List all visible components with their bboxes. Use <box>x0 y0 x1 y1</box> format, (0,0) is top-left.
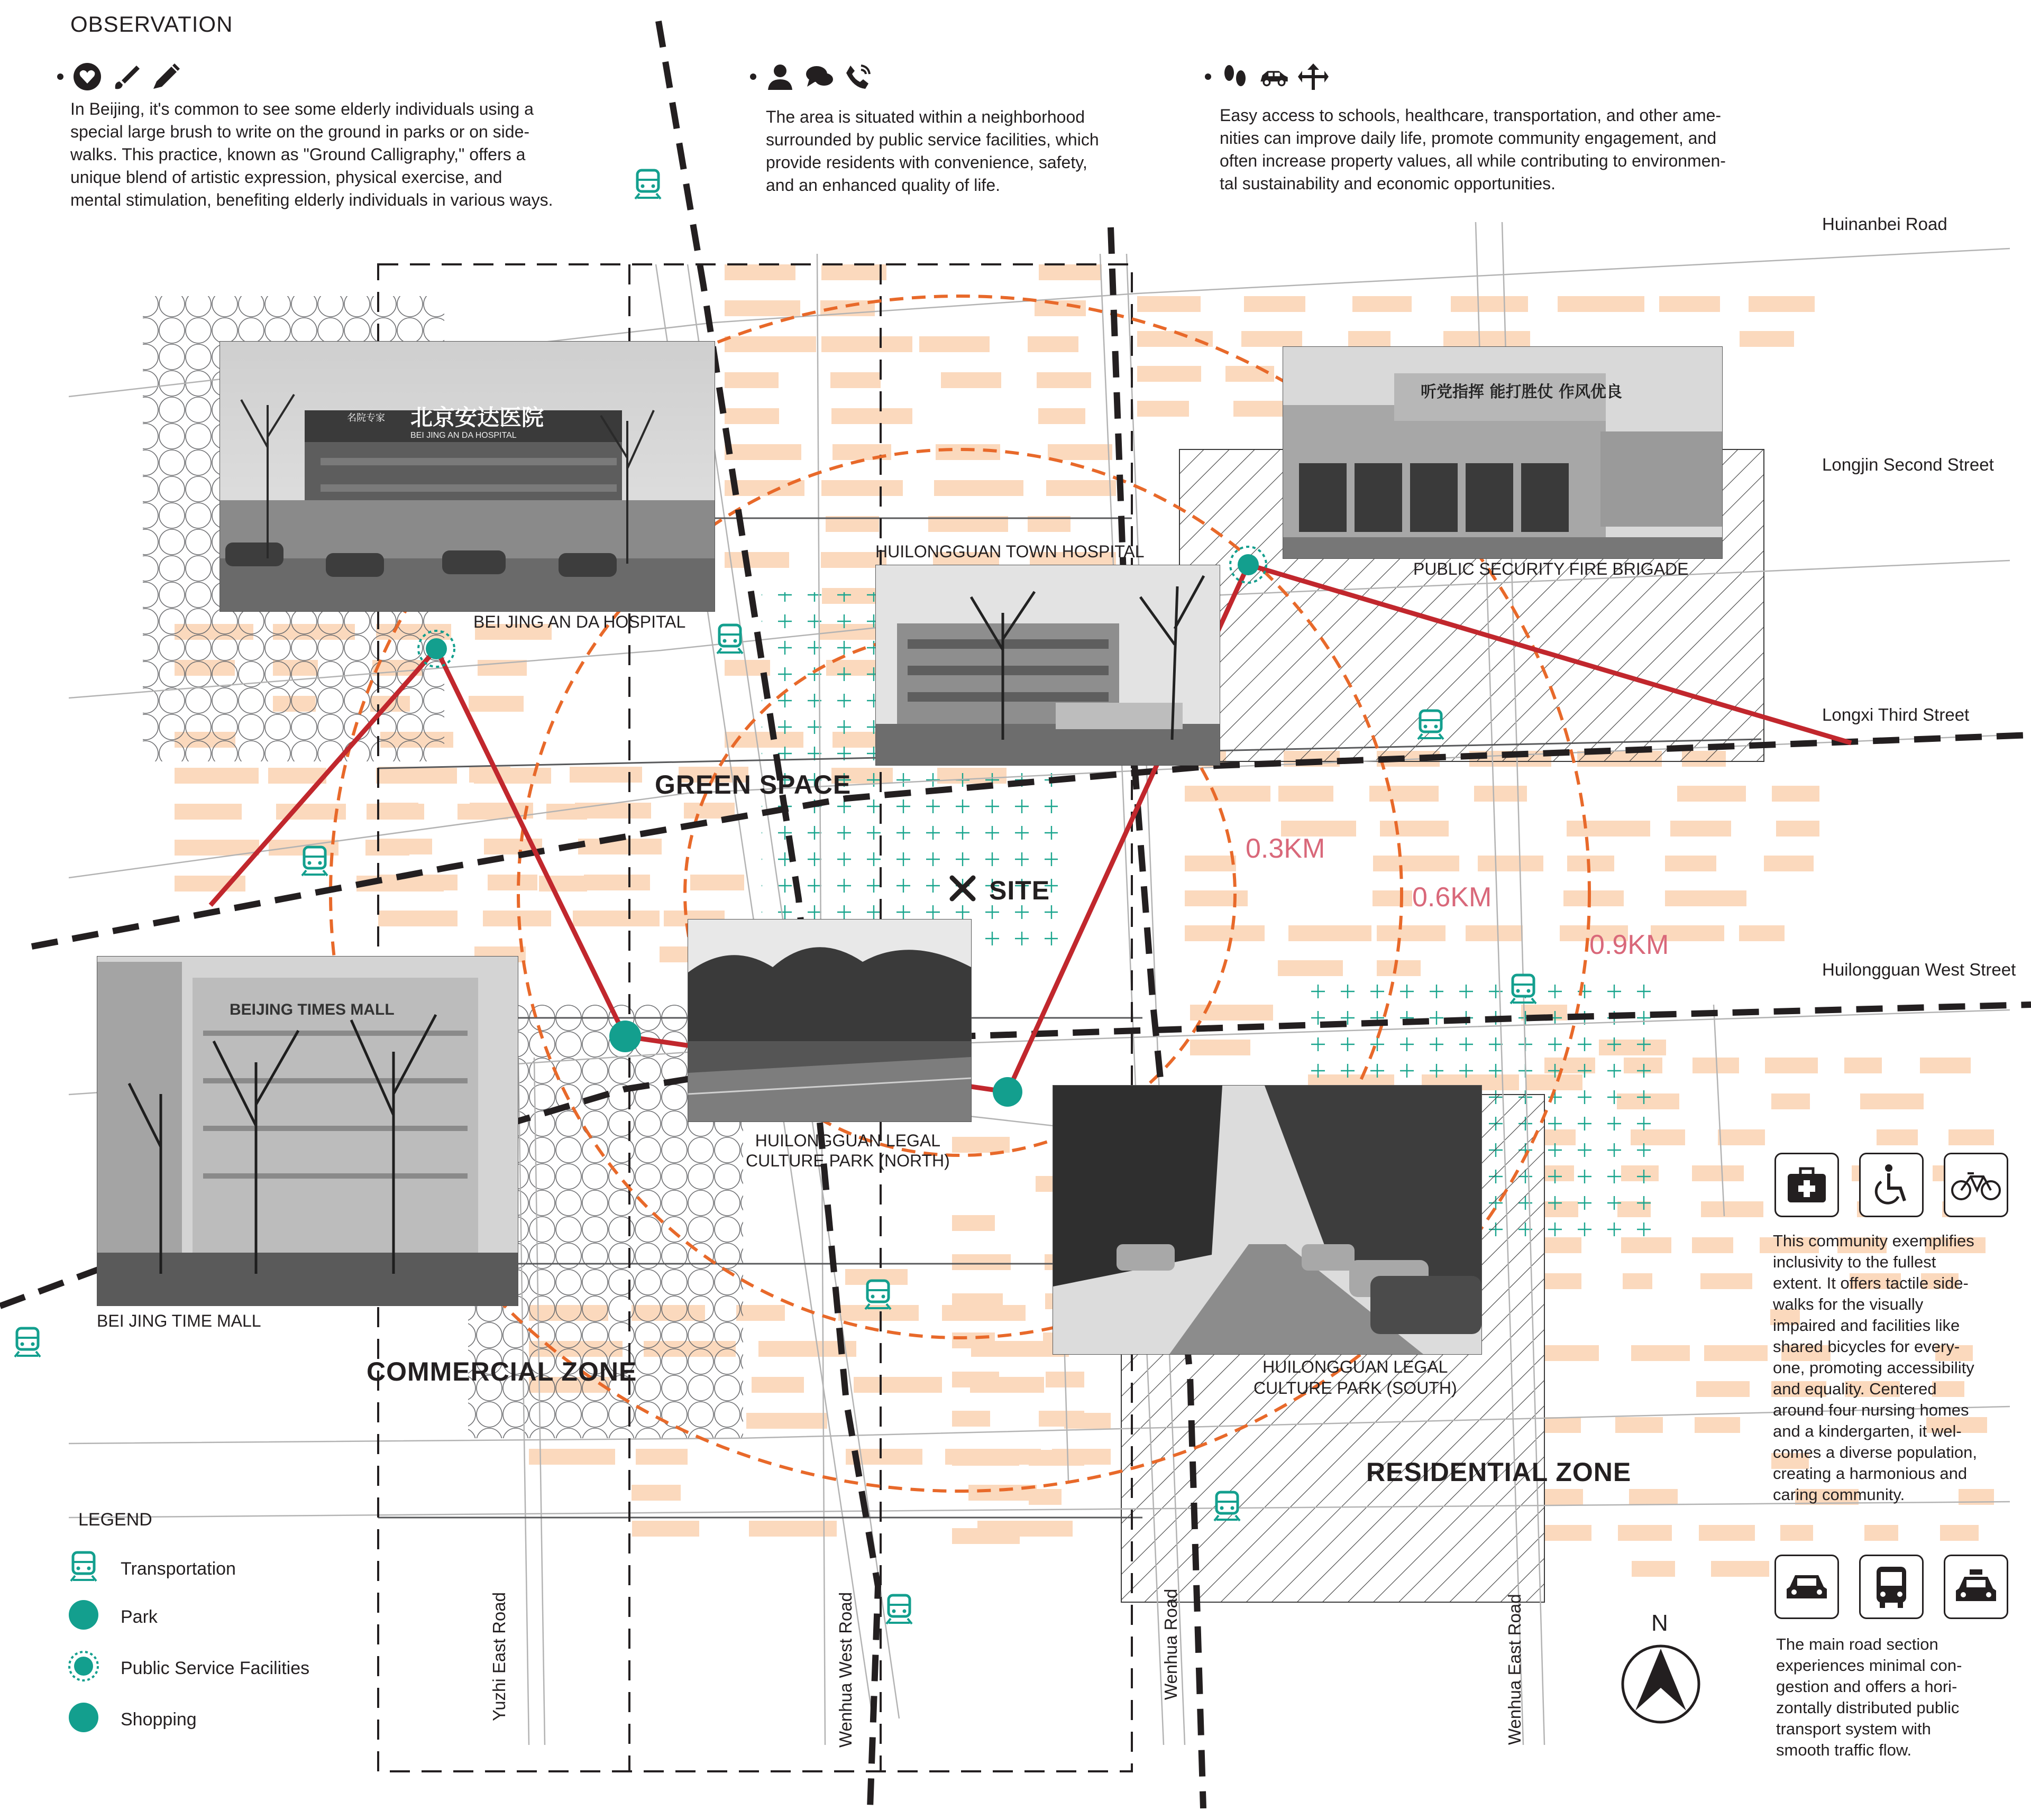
brush-icon <box>111 62 142 91</box>
building-footprint <box>1185 786 1270 802</box>
building-footprint <box>469 767 510 783</box>
building-footprint <box>378 767 441 783</box>
building-footprint <box>725 264 795 280</box>
building-footprint <box>1137 366 1201 382</box>
building-footprint <box>1544 1273 1581 1289</box>
public-service-dot-icon <box>68 1650 99 1687</box>
zone-residential: RESIDENTIAL ZONE <box>1366 1457 1632 1487</box>
building-footprint <box>934 480 1023 496</box>
page-title: OBSERVATION <box>70 12 233 36</box>
building-footprint <box>1771 1093 1810 1109</box>
chat-icon <box>804 62 835 91</box>
legend-label: Park <box>121 1607 158 1627</box>
label-park-north <box>746 1130 950 1171</box>
car-icon <box>1259 62 1289 91</box>
legend-transportation <box>68 1550 236 1588</box>
text-line: comes a diverse population, <box>1773 1443 1978 1461</box>
observation-3-text <box>1220 104 1801 195</box>
building-footprint <box>483 911 551 926</box>
legend-title: LEGEND <box>78 1510 152 1530</box>
building-footprint <box>1185 856 1236 871</box>
street-wenhua-east: Wenhua East Road <box>1505 1594 1524 1745</box>
building-footprint <box>952 1411 990 1427</box>
building-footprint <box>725 444 801 460</box>
text-line: around four nursing homes <box>1773 1401 1969 1419</box>
building-footprint <box>378 803 418 819</box>
mall-sign: BEIJING TIMES MALL <box>230 1001 395 1018</box>
building-footprint <box>1718 1129 1765 1145</box>
observation-2-icons <box>750 62 874 91</box>
photo-town-hospital <box>875 565 1220 766</box>
building-footprint <box>952 1372 999 1387</box>
building-footprint <box>952 1137 1010 1153</box>
building-footprint <box>952 1254 1011 1270</box>
building-footprint <box>1629 1489 1678 1505</box>
building-footprint <box>636 1449 688 1465</box>
text-line: HUILONGGUAN LEGAL <box>755 1131 941 1150</box>
wheelchair-icon <box>1859 1153 1924 1217</box>
photo-anda-hospital <box>219 341 715 612</box>
building-footprint <box>1278 960 1343 976</box>
building-footprint <box>1618 1525 1672 1541</box>
route-icon <box>1298 62 1329 91</box>
text-line: experiences minimal con- <box>1776 1656 1962 1675</box>
street-wenhua: Wenhua Road <box>1161 1588 1181 1700</box>
building-footprint <box>573 911 660 926</box>
legend-public-service <box>68 1650 309 1687</box>
building-footprint <box>1695 1417 1740 1433</box>
text-line: unique blend of artistic expression, physical exercise, and <box>70 168 502 187</box>
building-footprint <box>1704 1345 1768 1361</box>
building-footprint <box>1621 1237 1671 1253</box>
text-line: CULTURE PARK (SOUTH) <box>1254 1378 1457 1398</box>
building-footprint <box>952 1450 1019 1466</box>
text-line: mental stimulation, benefiting elderly individuals in various ways. <box>70 190 553 209</box>
building-footprint <box>1443 331 1530 347</box>
text-line: one, promoting accessibility <box>1773 1358 1974 1377</box>
building-footprint <box>725 300 800 316</box>
street-longxi: Longxi Third Street <box>1822 705 1970 724</box>
train-icon <box>717 625 743 654</box>
label-park-south <box>1254 1356 1457 1399</box>
building-footprint <box>1352 296 1412 312</box>
building-footprint <box>1380 821 1449 837</box>
building-footprint <box>1877 1129 1918 1145</box>
building-footprint <box>175 768 259 784</box>
building-footprint <box>952 1293 1003 1309</box>
label-time-mall: BEI JING TIME MALL <box>97 1311 261 1330</box>
text-line: and an enhanced quality of life. <box>766 176 1000 195</box>
building-footprint <box>1377 960 1421 976</box>
text-line: HUILONGGUAN LEGAL <box>1262 1357 1448 1376</box>
pen-icon <box>150 62 181 91</box>
text-line: and equality. Centered <box>1773 1380 1937 1398</box>
text-line: shared bicycles for every- <box>1773 1337 1960 1356</box>
building-footprint <box>1028 336 1078 352</box>
building-footprint <box>752 1377 804 1393</box>
text-line: creating a harmonious and <box>1773 1464 1968 1483</box>
text-line: smooth traffic flow. <box>1776 1741 1912 1759</box>
accessibility-text <box>1773 1230 2016 1505</box>
building-footprint <box>821 480 903 496</box>
text-line: surrounded by public service facilities, which <box>766 130 1099 149</box>
building-footprint <box>1029 1489 1062 1505</box>
building-footprint <box>1478 856 1543 871</box>
building-footprint <box>1764 856 1814 871</box>
train-icon <box>15 1328 40 1357</box>
building-footprint <box>1696 1381 1750 1397</box>
building-footprint <box>1615 1417 1663 1433</box>
text-line: tal sustainability and economic opportunities. <box>1220 174 1556 193</box>
street-longjin: Longjin Second Street <box>1822 455 1994 474</box>
legend-park <box>68 1599 158 1635</box>
building-footprint <box>1241 331 1302 347</box>
north-arrow-icon <box>1623 1646 1699 1722</box>
building-footprint <box>919 336 990 352</box>
building-footprint <box>1677 786 1746 802</box>
text-line: This community exemplifies <box>1773 1231 1974 1250</box>
building-footprint <box>1037 372 1091 388</box>
building-footprint <box>378 911 458 926</box>
text-line: special large brush to write on the ground in parks or on side- <box>70 122 530 141</box>
taxi-icon <box>1944 1555 2008 1619</box>
street-wenhua-west: Wenhua West Road <box>836 1592 855 1748</box>
text-line: often increase property values, all while contributing to environmen- <box>1220 151 1726 170</box>
building-footprint <box>1048 444 1112 460</box>
building-footprint <box>1544 1237 1581 1253</box>
building-footprint <box>1137 296 1201 312</box>
photo-time-mall <box>97 956 518 1306</box>
photo-park-south <box>1053 1085 1482 1355</box>
bullet <box>57 73 63 80</box>
first-aid-icon <box>1774 1153 1839 1217</box>
anda-sign-sub: 名院专家 <box>347 412 385 424</box>
building-footprint <box>1567 856 1614 871</box>
building-footprint <box>725 336 816 352</box>
text-line: gestion and offers a hori- <box>1776 1677 1957 1696</box>
building-footprint <box>378 875 458 890</box>
bus-icon <box>1859 1555 1924 1619</box>
building-footprint <box>1692 1165 1744 1181</box>
legend-shopping <box>68 1702 197 1738</box>
building-footprint <box>831 408 912 424</box>
building-footprint <box>1567 821 1650 837</box>
building-footprint <box>821 336 912 352</box>
street-huinanbei: Huinanbei Road <box>1822 214 1947 234</box>
train-icon <box>302 847 327 876</box>
car-front-icon <box>1774 1555 1839 1619</box>
building-footprint <box>1190 1040 1250 1055</box>
building-footprint <box>575 803 651 819</box>
label-town-hospital: HUILONGGUAN TOWN HOSPITAL <box>875 542 1145 561</box>
building-footprint <box>821 264 886 280</box>
building-footprint <box>1233 401 1289 417</box>
building-footprint <box>1558 296 1644 312</box>
transport-text <box>1776 1634 2019 1761</box>
building-footprint <box>1665 856 1716 871</box>
building-footprint <box>1544 1489 1583 1505</box>
building-footprint <box>952 1215 995 1231</box>
building-footprint <box>378 839 432 854</box>
building-footprint <box>1700 1273 1752 1289</box>
building-footprint <box>1544 1525 1591 1541</box>
bullet <box>1205 73 1211 80</box>
building-footprint <box>1377 925 1446 941</box>
anda-sign: 北京安达医院 <box>410 405 544 430</box>
building-footprint <box>1692 1237 1733 1253</box>
shopping-dot-icon <box>68 1702 99 1738</box>
building-footprint <box>1466 925 1523 941</box>
building-footprint <box>1659 296 1720 312</box>
text-line: zontally distributed public <box>1776 1698 1960 1717</box>
north-label: N <box>1651 1610 1668 1636</box>
building-footprint <box>1665 890 1746 906</box>
building-footprint <box>584 875 650 890</box>
observation-2-text <box>766 106 1200 197</box>
building-footprint <box>952 1332 995 1348</box>
building-footprint <box>488 875 537 890</box>
text-line: The area is situated within a neighborhood <box>766 107 1085 126</box>
building-footprint <box>1948 1129 1994 1145</box>
building-footprint <box>1029 1450 1084 1466</box>
text-line: CULTURE PARK (NORTH) <box>746 1151 950 1170</box>
building-footprint <box>1765 1058 1818 1073</box>
building-footprint <box>1563 890 1624 906</box>
building-footprint <box>1701 1201 1763 1217</box>
train-icon <box>68 1550 99 1588</box>
building-footprint <box>1623 1273 1652 1289</box>
text-line: walks for the visually <box>1773 1295 1924 1313</box>
building-footprint <box>529 1449 615 1465</box>
building-footprint <box>1699 1525 1755 1541</box>
building-footprint <box>725 552 789 568</box>
zone-commercial: COMMERCIAL ZONE <box>367 1357 637 1386</box>
legend-label: Shopping <box>121 1709 197 1730</box>
building-footprint <box>725 408 779 424</box>
text-line: walks. This practice, known as "Ground Calligraphy," offers a <box>70 145 526 164</box>
building-footprint <box>746 1413 827 1429</box>
legend-label: Public Service Facilities <box>121 1658 310 1678</box>
zone-green-space: GREEN SPACE <box>655 770 852 799</box>
building-footprint <box>1776 821 1819 837</box>
text-line: In Beijing, it's common to see some elderly individuals using a <box>70 99 534 118</box>
building-footprint <box>1544 1345 1599 1361</box>
building-footprint <box>469 696 524 712</box>
label-fire-brigade: PUBLIC SECURITY FIRE BRIGADE <box>1413 559 1689 578</box>
anda-sign-pinyin: BEI JING AN DA HOSPITAL <box>410 431 517 440</box>
building-footprint <box>1190 1005 1273 1021</box>
fire-slogan: 听党指挥 能打胜仗 作风优良 <box>1421 383 1622 401</box>
building-footprint <box>1348 331 1390 347</box>
building-footprint <box>1844 1058 1882 1073</box>
building-footprint <box>690 875 744 890</box>
building-footprint <box>632 1521 699 1537</box>
text-line: impaired and facilities like <box>1773 1316 1960 1335</box>
photo-park-north <box>688 919 972 1122</box>
building-footprint <box>725 372 779 388</box>
park-dot-icon <box>68 1599 99 1635</box>
building-footprint <box>1739 925 1785 941</box>
building-footprint <box>1544 1417 1581 1433</box>
text-line: inclusivity to the fullest <box>1773 1253 1936 1271</box>
building-footprint <box>1772 786 1819 802</box>
building-footprint <box>1740 331 1794 347</box>
building-footprint <box>1864 1525 1898 1541</box>
building-footprint <box>1670 821 1731 837</box>
building-footprint <box>1038 408 1085 424</box>
building-footprint <box>854 1377 942 1393</box>
building-footprint <box>1860 1093 1924 1109</box>
street-yuzhi-east: Yuzhi East Road <box>489 1592 509 1721</box>
building-footprint <box>941 372 1001 388</box>
text-line: transport system with <box>1776 1720 1931 1738</box>
building-footprint <box>570 767 642 783</box>
building-footprint <box>1632 1561 1675 1577</box>
building-footprint <box>175 804 242 820</box>
phone-icon <box>843 62 874 91</box>
text-line: provide residents with convenience, safety, <box>766 153 1087 172</box>
building-footprint <box>1225 366 1274 382</box>
train-icon <box>886 1595 912 1624</box>
building-footprint <box>952 1528 1020 1544</box>
footprints-icon <box>1220 62 1250 91</box>
building-footprint <box>1373 856 1459 871</box>
building-footprint <box>578 839 662 854</box>
building-footprint <box>830 372 881 388</box>
building-footprint <box>1451 296 1528 312</box>
street-huilongguan-west: Huilongguan West Street <box>1822 960 2016 979</box>
building-footprint <box>1920 1058 1971 1073</box>
building-footprint <box>1711 1561 1769 1577</box>
text-line: extent. It offers tactile side- <box>1773 1274 1969 1292</box>
building-footprint <box>1749 296 1815 312</box>
building-footprint <box>1940 1525 1979 1541</box>
building-footprint <box>1137 401 1189 417</box>
text-line: nities can improve daily life, promote community engagement, and <box>1220 128 1717 148</box>
text-line: and a kindergarten, it wel- <box>1773 1422 1962 1440</box>
text-line: The main road section <box>1776 1635 1938 1653</box>
observation-3-icons <box>1205 62 1329 91</box>
bicycle-icon <box>1944 1153 2008 1217</box>
building-footprint <box>1278 786 1333 802</box>
label-anda-hospital: BEI JING AN DA HOSPITAL <box>473 612 686 631</box>
building-footprint <box>1244 296 1305 312</box>
train-icon <box>865 1281 891 1309</box>
distance-03km: 0.3KM <box>1246 833 1325 864</box>
heart-icon <box>72 62 103 91</box>
distance-06km: 0.6KM <box>1412 882 1492 913</box>
building-footprint <box>1369 786 1439 802</box>
building-footprint <box>1039 1411 1084 1427</box>
bullet <box>750 73 756 80</box>
train-icon <box>635 170 661 199</box>
distance-09km: 0.9KM <box>1589 930 1669 960</box>
building-footprint <box>1780 1525 1813 1541</box>
person-icon <box>765 62 795 91</box>
building-footprint <box>1185 890 1248 906</box>
building-footprint <box>1046 480 1116 496</box>
text-line: Easy access to schools, healthcare, transportation, and other ame- <box>1220 106 1722 125</box>
observation-1-icons <box>57 62 181 91</box>
building-footprint <box>1373 890 1412 906</box>
building-footprint <box>1185 925 1265 941</box>
photo-fire-brigade <box>1283 346 1723 559</box>
building-footprint <box>632 1485 681 1501</box>
building-footprint <box>1288 925 1371 941</box>
label-site: SITE <box>989 876 1050 905</box>
building-footprint <box>1631 1345 1690 1361</box>
building-footprint <box>736 1305 785 1321</box>
building-footprint <box>1474 786 1527 802</box>
text-line: caring community. <box>1773 1485 1905 1504</box>
building-footprint <box>1039 264 1102 280</box>
legend-label: Transportation <box>121 1559 236 1579</box>
observation-1-text <box>70 98 631 212</box>
